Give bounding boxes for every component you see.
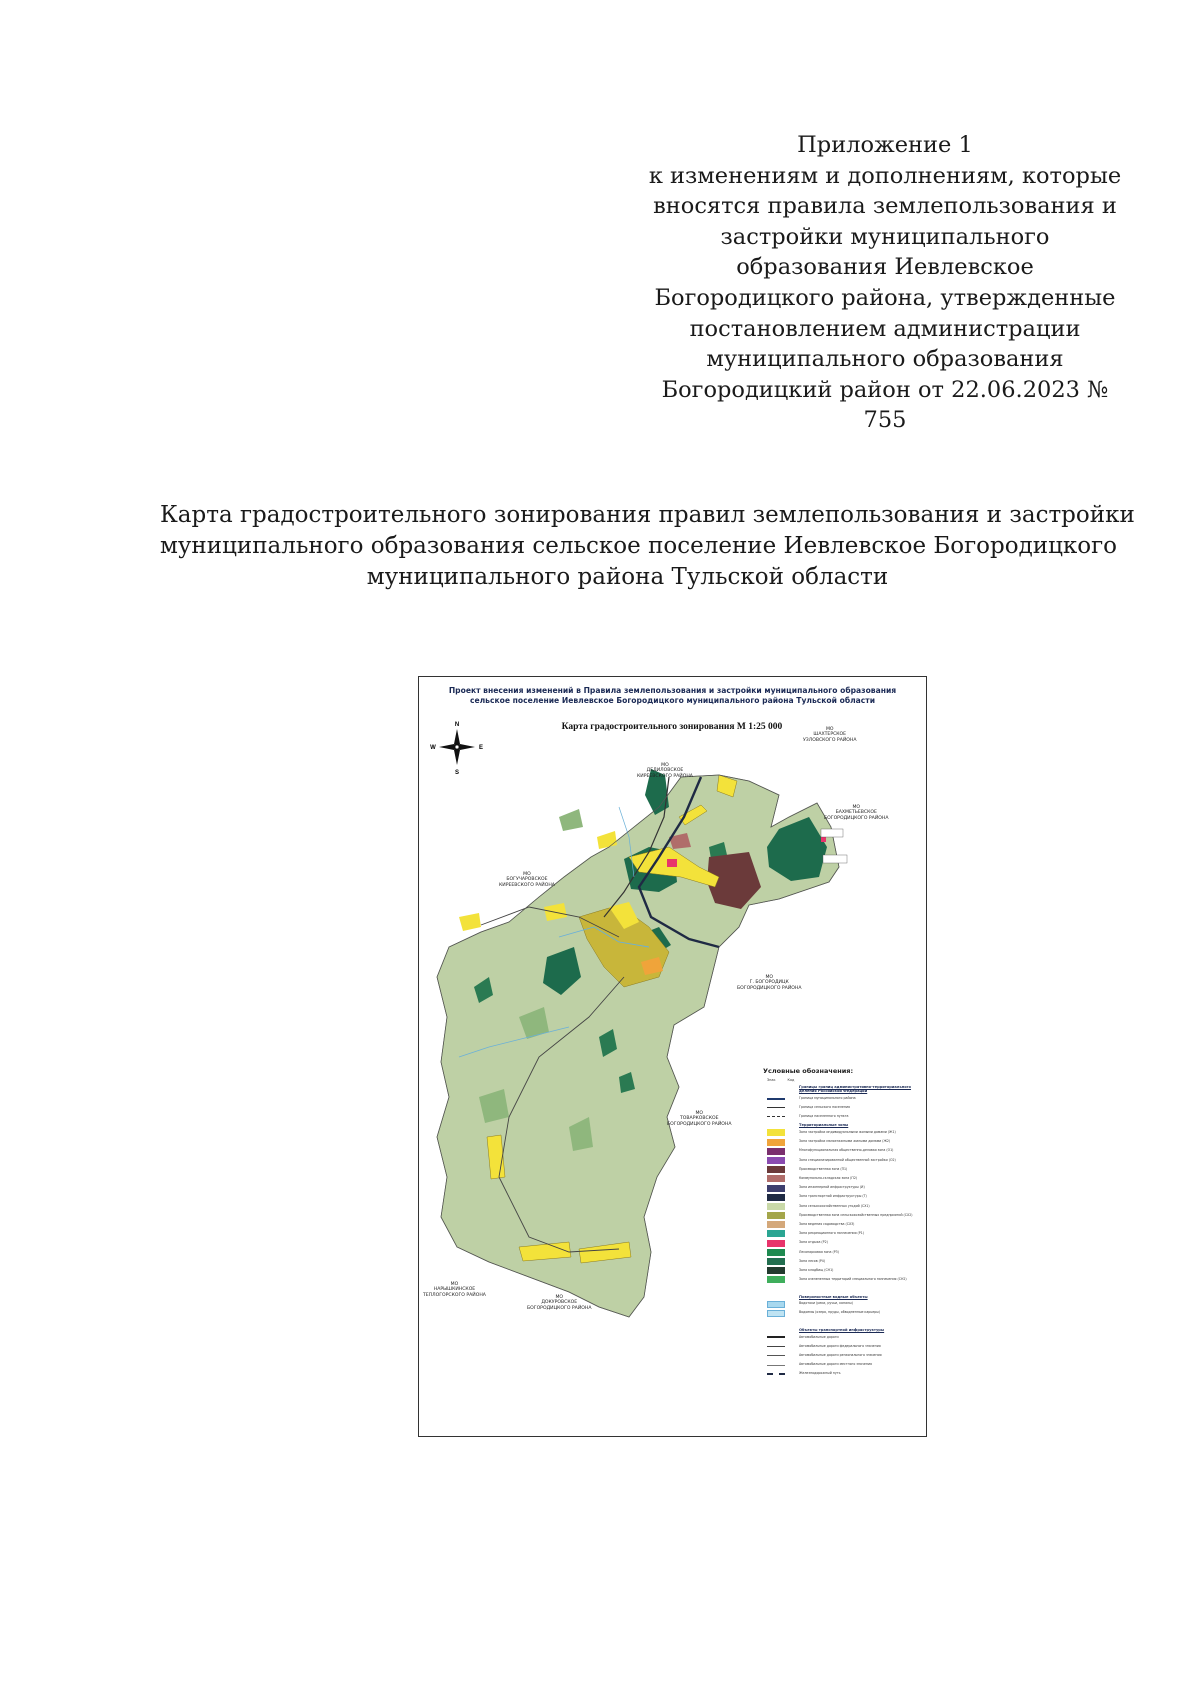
legend-water-item	[763, 1310, 921, 1317]
legend-line-sample	[767, 1355, 785, 1356]
legend-swatch	[767, 1157, 785, 1164]
legend-zone-item	[763, 1267, 921, 1274]
legend-swatch	[767, 1249, 785, 1256]
legend-section-borders: Границы границ административно-территориального деления Российской Федерации	[799, 1085, 912, 1093]
legend-zone-item	[763, 1240, 921, 1247]
legend-transport-item	[763, 1362, 921, 1369]
legend-label: Водотоки (реки, ручьи, каналы)	[799, 1301, 853, 1306]
legend-swatch	[767, 1267, 785, 1274]
legend-col-code: Код	[787, 1078, 795, 1082]
legend-item: Граница сельского поселения	[763, 1104, 921, 1111]
title-line: муниципального образования сельское поселение Иевлевское Богородицкого	[160, 533, 1117, 559]
legend-title: Условные обозначения:	[763, 1067, 854, 1075]
legend-label: Лесопарковая зона (Р3)	[799, 1249, 839, 1254]
legend-zone-item	[763, 1203, 921, 1210]
region-label: МО ТОВАРКОВСКОЕ БОГОРОДИЦКОГО РАЙОНА	[667, 1111, 732, 1127]
legend-label: Производственная зона сельскохозяйственных предприятий (СХ2)	[799, 1212, 913, 1217]
legend-swatch	[767, 1310, 785, 1317]
legend-label: Зона инженерной инфраструктуры (И)	[799, 1185, 865, 1190]
legend-zone-item	[763, 1175, 921, 1182]
legend-swatch	[767, 1129, 785, 1136]
legend-zone-item	[763, 1148, 921, 1155]
legend-zone-item	[763, 1249, 921, 1256]
compass-w: W	[430, 745, 436, 751]
legend-swatch	[767, 1301, 785, 1308]
appendix-line: Приложение 1	[797, 132, 973, 158]
legend-zone-item	[763, 1276, 921, 1283]
legend-swatch	[767, 1139, 785, 1146]
legend-item: Граница муниципального района	[763, 1095, 921, 1102]
appendix-line: к изменениям и дополнениям, которые	[648, 162, 1122, 189]
legend-transport-item	[763, 1343, 921, 1350]
region-label: МО БОГУЧАРОВСКОЕ КИРЕЕВСКОГО РАЙОНА	[499, 872, 555, 888]
map-header-line: сельское поселение Иевлевское Богородицкого муниципального района Тульской области	[469, 696, 876, 705]
document-title	[160, 500, 1135, 593]
special-zone	[667, 859, 677, 867]
legend-swatch	[767, 1194, 785, 1201]
callout-box	[823, 855, 847, 863]
region-label: МО ШАХТЕРСКОЕ УЗЛОВСКОГО РАЙОНА	[803, 727, 857, 743]
legend-zone-item	[763, 1212, 921, 1219]
map-header-line: Проект внесения изменений в Правила землепользования и застройки муниципального образования	[448, 686, 897, 695]
greenery-area	[559, 809, 583, 831]
special-zone	[821, 837, 826, 842]
legend-zone-item	[763, 1221, 921, 1228]
appendix-note	[640, 130, 1130, 436]
region-label: МО ДОКУРОВСКОЕ БОГОРОДИЦКОГО РАЙОНА	[527, 1295, 592, 1311]
legend-label: Зона отдыха (Р2)	[799, 1240, 828, 1245]
legend-label: Автомобильные дороги местного значения	[799, 1362, 872, 1367]
region-label: МО НАРЫШКИНСКОЕ ТЕПЛОГОРСКОГО РАЙОНА	[423, 1282, 486, 1298]
compass-n: N	[454, 722, 460, 728]
legend-transport-list	[763, 1334, 921, 1378]
legend-item: Граница населенного пункта	[763, 1113, 921, 1120]
legend-label: Зона застройки малоэтажными жилыми домами (Ж2)	[799, 1139, 891, 1144]
compass-icon	[430, 722, 483, 776]
zoning-map	[418, 676, 927, 1437]
legend-zone-item	[763, 1166, 921, 1173]
legend-swatch	[767, 1230, 785, 1237]
map-legend	[763, 1067, 921, 1380]
appendix-line: образования Иевлевское	[736, 254, 1034, 281]
legend-label: Зона ведения садоводства (СХ3)	[799, 1221, 855, 1226]
legend-zone-list	[763, 1129, 921, 1283]
legend-line-sample	[767, 1336, 785, 1338]
legend-swatch	[767, 1148, 785, 1155]
legend-transport-item	[763, 1334, 921, 1341]
appendix-line: постановлением администрации	[689, 315, 1081, 342]
legend-swatch	[767, 1240, 785, 1247]
legend-zone-item	[763, 1194, 921, 1201]
legend-label: Зона рекреационного назначения (Р1)	[799, 1231, 864, 1236]
legend-column-headers	[763, 1078, 921, 1082]
legend-label: Зона кладбищ (СН1)	[799, 1267, 834, 1272]
legend-swatch	[767, 1276, 785, 1283]
legend-swatch	[767, 1221, 785, 1228]
legend-label: Коммунально-складская зона (П2)	[799, 1176, 858, 1181]
title-line: муниципального района Тульской области	[366, 564, 889, 590]
legend-label: Производственная зона (П1)	[799, 1166, 848, 1171]
legend-water-item	[763, 1301, 921, 1308]
legend-label: Автомобильные дороги регионального значения	[799, 1353, 882, 1358]
legend-label: Зона транспортной инфраструктуры (Т)	[799, 1194, 867, 1199]
legend-section-zones: Территориальные зоны	[799, 1123, 849, 1128]
legend-col-sign: Знак	[767, 1078, 776, 1082]
appendix-line: застройки муниципального	[720, 223, 1050, 250]
legend-swatch	[767, 1203, 785, 1210]
legend-section-water: Поверхностные водные объекты	[799, 1294, 868, 1299]
legend-swatch	[767, 1212, 785, 1219]
appendix-line: вносятся правила землепользования и	[653, 193, 1117, 220]
legend-label: Зона озелененных территорий специального назначения (СН2)	[799, 1277, 907, 1282]
legend-zone-item	[763, 1258, 921, 1265]
legend-line-sample	[767, 1373, 785, 1375]
legend-label: Железнодорожный путь	[799, 1371, 841, 1376]
legend-zone-item	[763, 1129, 921, 1136]
map-scale-title: Карта градостроительного зонирования М 1:25 000	[561, 722, 783, 732]
legend-water-list	[763, 1301, 921, 1317]
appendix-line: 755	[863, 407, 907, 434]
legend-zone-item	[763, 1139, 921, 1146]
legend-label: Зона лесов (Р4)	[799, 1258, 826, 1263]
legend-transport-item	[763, 1371, 921, 1378]
region-label: МО Г. БОГОРОДИЦК БОГОРОДИЦКОГО РАЙОНА	[737, 975, 802, 991]
legend-zone-item	[763, 1157, 921, 1164]
settlement-area	[459, 913, 481, 931]
legend-zone-item	[763, 1185, 921, 1192]
appendix-line: муниципального образования	[706, 346, 1064, 373]
legend-line-sample	[767, 1346, 785, 1347]
legend-swatch	[767, 1175, 785, 1182]
legend-label: Многофункциональная общественно-деловая зона (О1)	[799, 1148, 894, 1153]
legend-line-sample	[767, 1365, 785, 1366]
legend-zone-item	[763, 1230, 921, 1237]
legend-swatch	[767, 1258, 785, 1265]
compass-s: S	[454, 770, 460, 776]
legend-swatch	[767, 1185, 785, 1192]
legend-swatch	[767, 1166, 785, 1173]
legend-section-transport: Объекты транспортной инфраструктуры	[799, 1327, 885, 1332]
callout-box	[821, 829, 843, 837]
appendix-line: Богородицкий район от 22.06.2023 №	[661, 376, 1109, 403]
region-label: МО БАХМЕТЬЕВСКОЕ БОГОРОДИЦКОГО РАЙОНА	[824, 805, 889, 821]
legend-label: Автомобильные дороги	[799, 1334, 839, 1339]
legend-label: Зона сельскохозяйственных угодий (СХ1)	[799, 1203, 870, 1208]
region-label: МО ДЕДИЛОВСКОЕ КИРЕЕВСКОГО РАЙОНА	[637, 763, 693, 779]
title-line: Карта градостроительного зонирования правил землепользования и застройки	[160, 502, 1135, 528]
legend-label: Зона специализированной общественной застройки (О2)	[799, 1157, 896, 1162]
legend-label: Водоемы (озера, пруды, обводненные карьеры)	[799, 1310, 880, 1315]
compass-e: E	[478, 745, 484, 751]
legend-transport-item	[763, 1352, 921, 1359]
appendix-line: Богородицкого района, утвержденные	[654, 284, 1116, 311]
legend-label: Зона застройки индивидуальными жилыми домами (Ж1)	[799, 1130, 896, 1135]
legend-label: Автомобильные дороги федерального значения	[799, 1343, 881, 1348]
